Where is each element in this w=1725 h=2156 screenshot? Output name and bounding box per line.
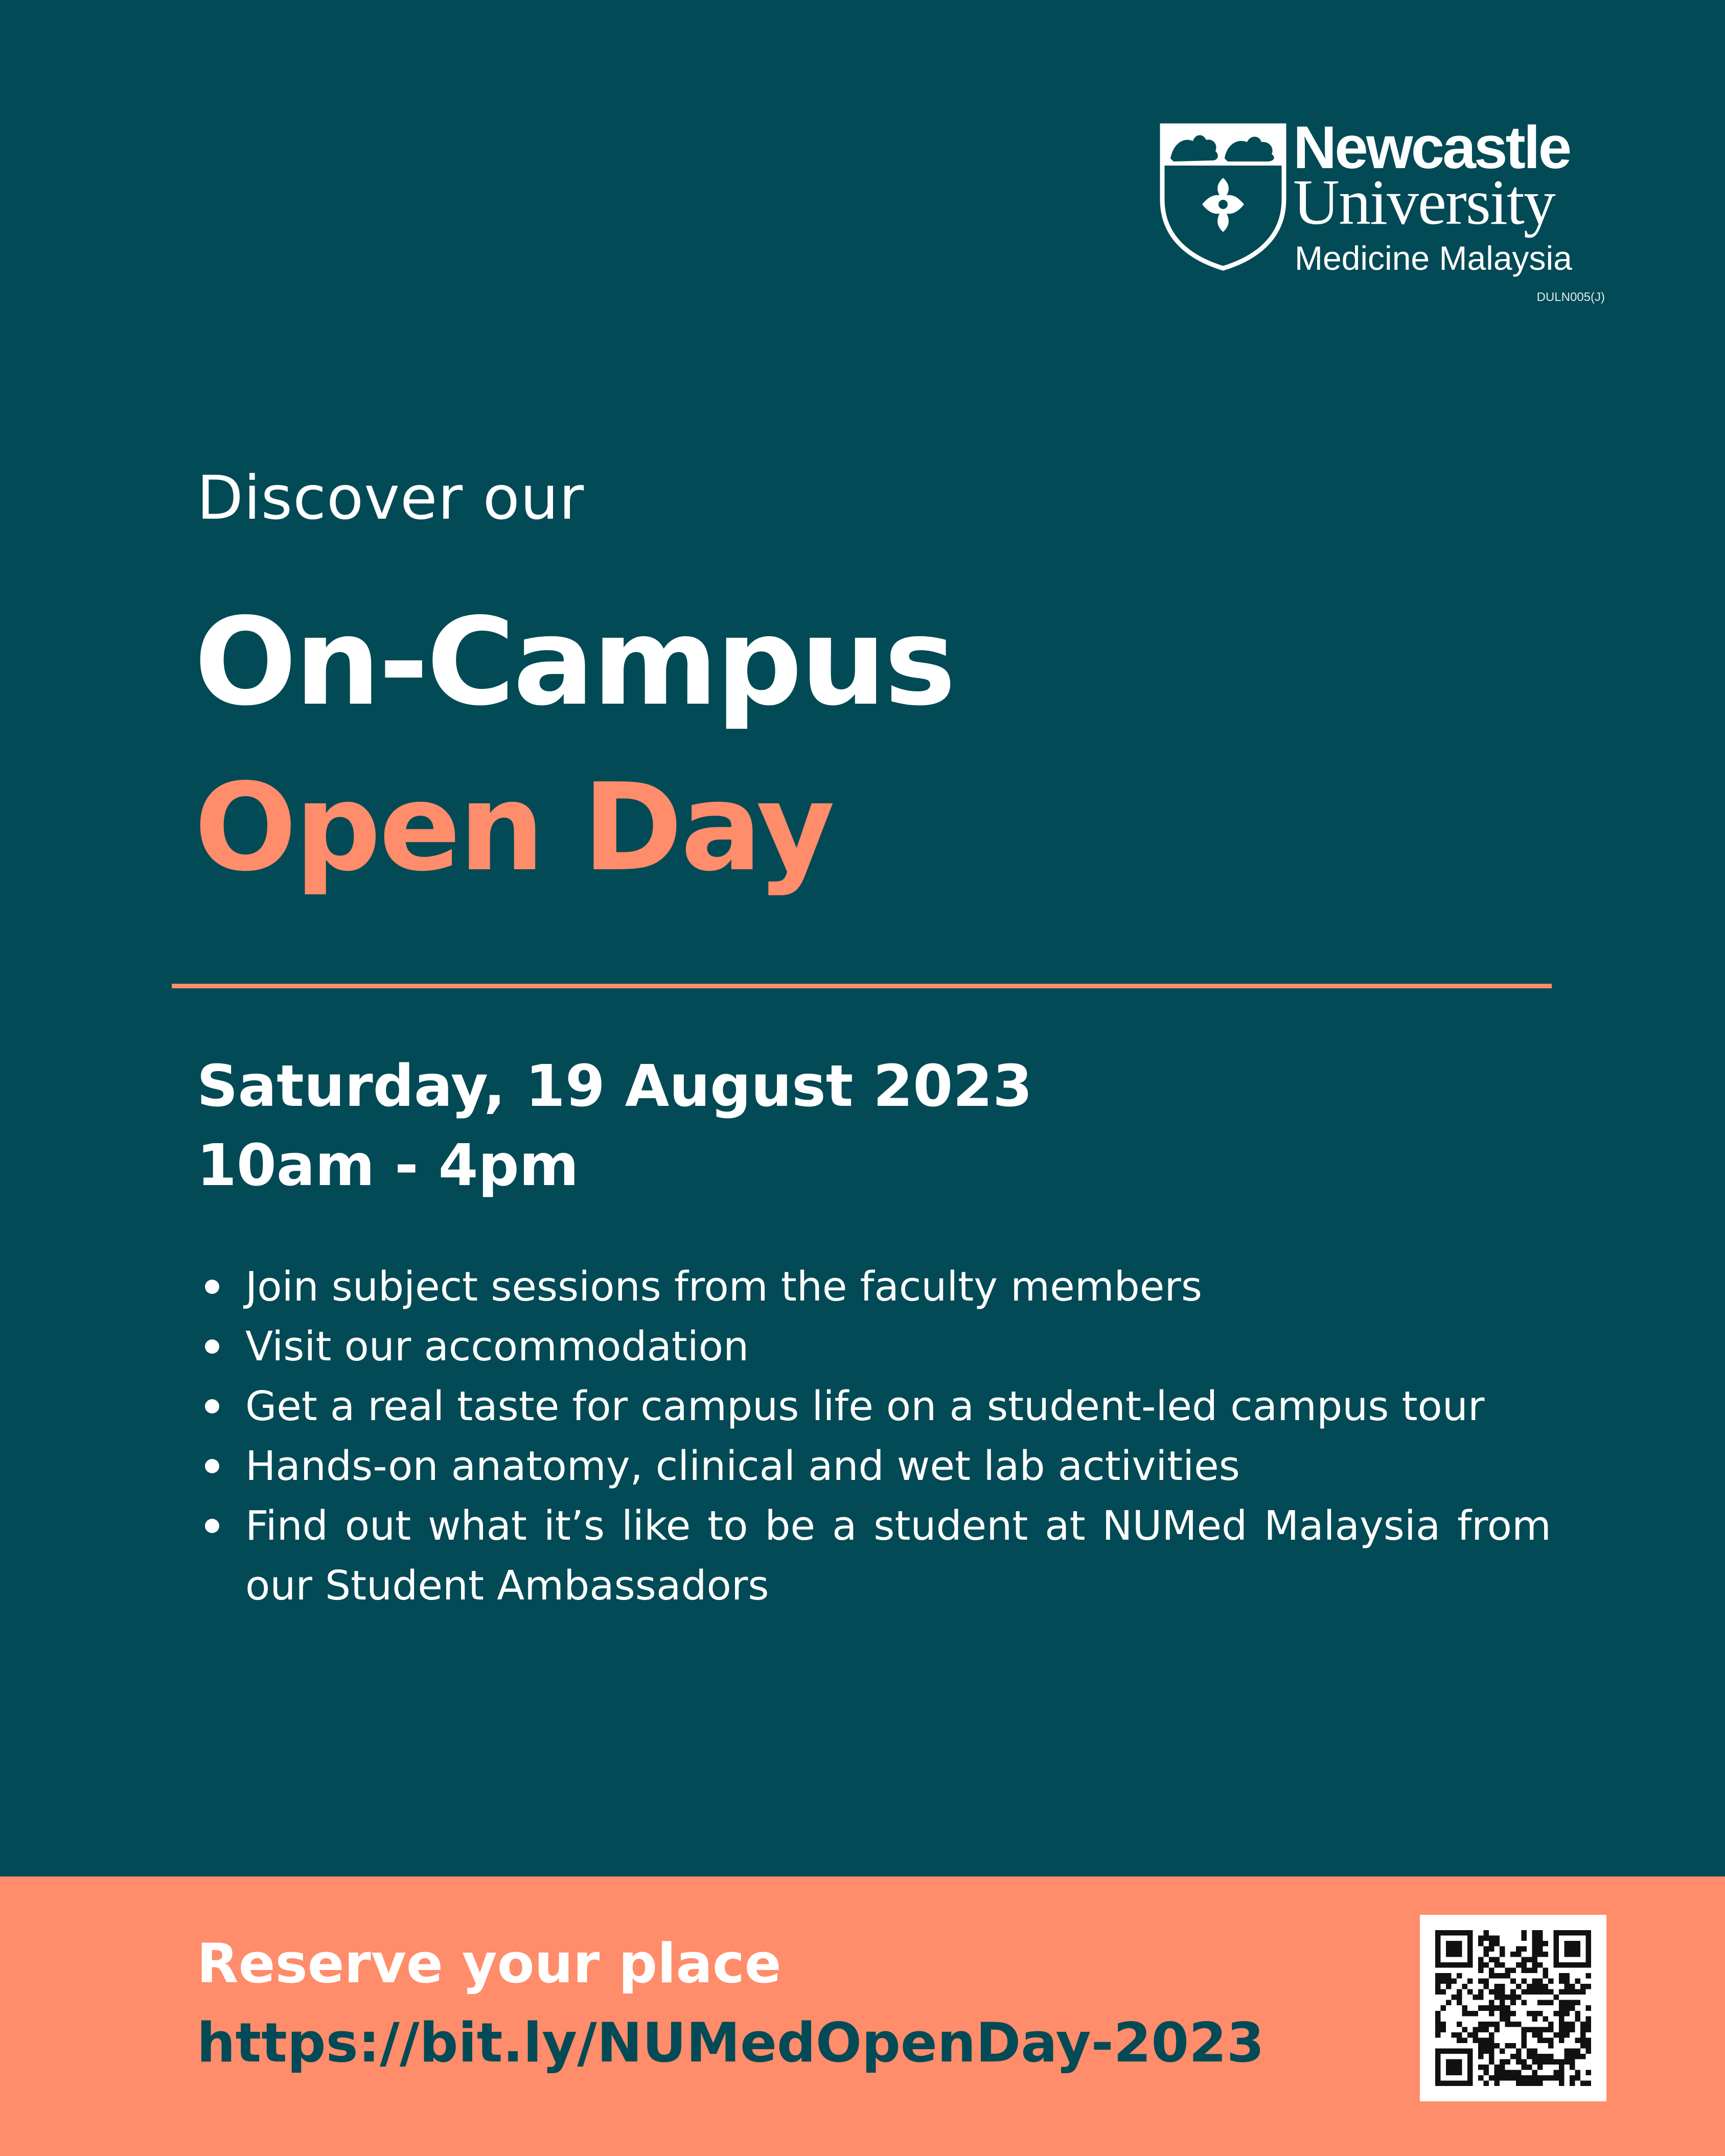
logo-name-line-2: University <box>1293 167 1555 238</box>
list-item <box>197 1496 1551 1616</box>
list-item <box>197 1257 1551 1317</box>
logo-subtitle: Medicine Malaysia <box>1295 239 1572 277</box>
bullet-icon <box>205 1519 219 1533</box>
list-item-text: Visit our accommodation <box>245 1323 749 1370</box>
title-line-1: On-Campus <box>194 592 954 732</box>
list-item <box>197 1436 1551 1496</box>
event-date: Saturday, 19 August 2023 <box>197 1053 1032 1120</box>
divider-line <box>172 984 1552 988</box>
intro-text: Discover our <box>197 462 585 533</box>
list-item-text: Get a real taste for campus life on a student-led campus tour <box>245 1383 1485 1430</box>
list-item <box>197 1377 1551 1436</box>
bullet-icon <box>205 1339 219 1354</box>
qr-code-panel[interactable] <box>1420 1915 1606 2101</box>
list-item-text: Hands-on anatomy, clinical and wet lab activities <box>245 1443 1240 1490</box>
university-logo <box>1159 114 1609 317</box>
logo-name-line-1: Newcastle <box>1293 114 1570 181</box>
bullet-icon <box>205 1459 219 1473</box>
bullet-icon <box>205 1280 219 1294</box>
qr-code-icon <box>1435 1930 1591 2086</box>
registration-code: DULN005(J) <box>1536 290 1605 304</box>
bullet-icon <box>205 1399 219 1413</box>
event-time: 10am - 4pm <box>197 1132 579 1199</box>
title-line-2: Open Day <box>194 757 833 898</box>
reserve-heading: Reserve your place <box>197 1932 781 1995</box>
list-item-text: Join subject sessions from the faculty members <box>245 1263 1203 1310</box>
list-item-text: Find out what it’s like to be a student at NUMed Malaysia from our Student Ambassadors <box>245 1502 1551 1609</box>
registration-link[interactable]: https://bit.ly/NUMedOpenDay-2023 <box>197 2011 1264 2074</box>
university-shield-icon <box>1159 123 1287 271</box>
highlights-list <box>197 1257 1551 1616</box>
list-item <box>197 1317 1551 1377</box>
